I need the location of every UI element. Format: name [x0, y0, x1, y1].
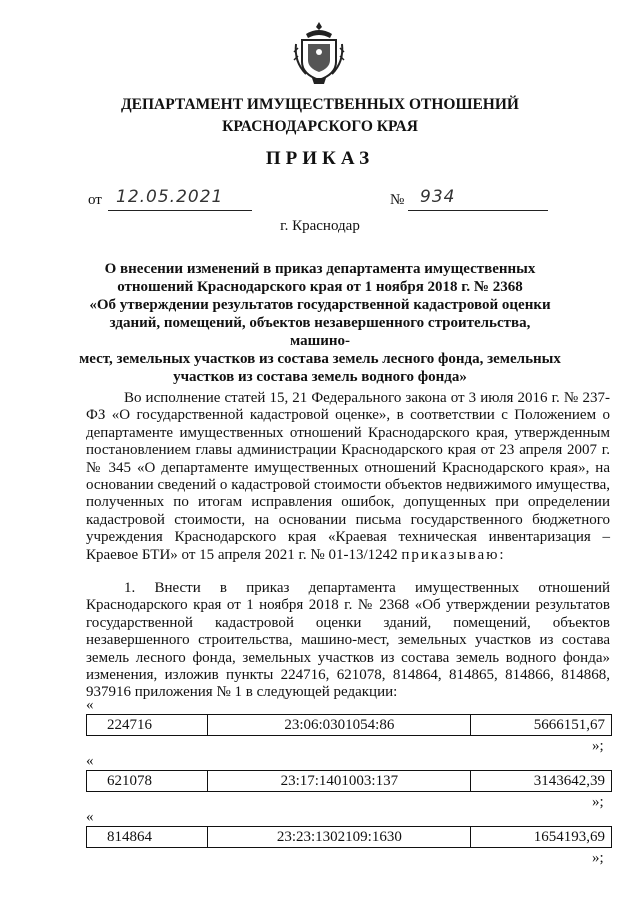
cadastral-number: 23:06:0301054:86 [208, 715, 471, 736]
preamble-text: Во исполнение статей 15, 21 Федерального закона от 3 июля 2016 г. № 237-ФЗ «О государственной кадастровой оценке», в соответствии с Положением о департаменте имущественных отношений Краснодарского края, утвержденным постановлением главы администрации Краснодарского края от 23 апреля 2007 г. № 345 «О департаменте имущественных отношений Краснодарского края», на основании сведений о кадастровой стоимости объектов недвижимого имущества, полученных по итогам исправления ошибок, допущенных при определении кадастровой стоимости, на основании письма государственного бюджетного учреждения Краснодарского края «Краевая техническая инвентаризация – Краевое БТИ» от 15 апреля 2021 г. № 01-13/1242 [86, 390, 610, 563]
order-word: приказываю: [401, 546, 506, 563]
preamble-paragraph [86, 390, 610, 564]
date-value: 12.05.2021 [116, 187, 224, 207]
heading-line: отношений Краснодарского края от 1 ноября 2018 г. № 2368 [117, 279, 523, 295]
table-row [86, 826, 612, 848]
heading-line: участков из состава земель водного фонда» [173, 369, 467, 385]
heading-line: зданий, помещений, объектов незавершенного строительства, машино- [109, 315, 531, 349]
heading-line: О внесении изменений в приказ департамента имущественных [104, 261, 536, 277]
quote-open: « [86, 753, 94, 769]
item-1-paragraph: 1. Внести в приказ департамента имущественных отношений Краснодарского края от 1 ноября 2018 г. № 2368 «Об утверждении результатов государственной кадастровой оценки зданий, помещений, объектов незавершенного строительства, машино-мест, земельных участков из состава земель лесного фонда, земельных участков из состава земель водного фонда» изменения, изложив пункты 224716, 621078, 814864, 814865, 814866, 814868, 937916 приложения № 1 в следующей редакции: [86, 580, 610, 701]
cadastral-value: 5666151,67 [471, 715, 612, 736]
quote-open: « [86, 809, 94, 825]
cadastral-number: 23:17:1401003:137 [208, 771, 471, 792]
cadastral-value: 3143642,39 [471, 771, 612, 792]
table-row [86, 770, 612, 792]
row-number: 224716 [87, 715, 208, 736]
order-subject-heading [78, 260, 562, 386]
document-title: ПРИКАЗ [265, 148, 375, 169]
cadastral-value: 1654193,69 [471, 827, 612, 848]
quote-open: « [86, 697, 94, 713]
coat-of-arms-icon [292, 18, 346, 86]
number-label: № [390, 192, 405, 208]
cadastral-number: 23:23:1302109:1630 [208, 827, 471, 848]
heading-line: мест, земельных участков из состава земель лесного фонда, земельных [79, 351, 561, 367]
date-underline [108, 210, 252, 211]
number-value: 934 [420, 187, 456, 207]
department-name-line1: ДЕПАРТАМЕНТ ИМУЩЕСТВЕННЫХ ОТНОШЕНИЙ [121, 96, 519, 113]
row-number: 814864 [87, 827, 208, 848]
heading-line: «Об утверждении результатов государственной кадастровой оценки [89, 297, 551, 313]
number-underline [408, 210, 548, 211]
department-name-line2: КРАСНОДАРСКОГО КРАЯ [222, 118, 418, 135]
quote-close: »; [592, 850, 604, 866]
date-label: от [88, 192, 102, 208]
row-number: 621078 [87, 771, 208, 792]
quote-close: »; [592, 794, 604, 810]
quote-close: »; [592, 738, 604, 754]
table-row [86, 714, 612, 736]
city-name: г. Краснодар [280, 218, 360, 234]
